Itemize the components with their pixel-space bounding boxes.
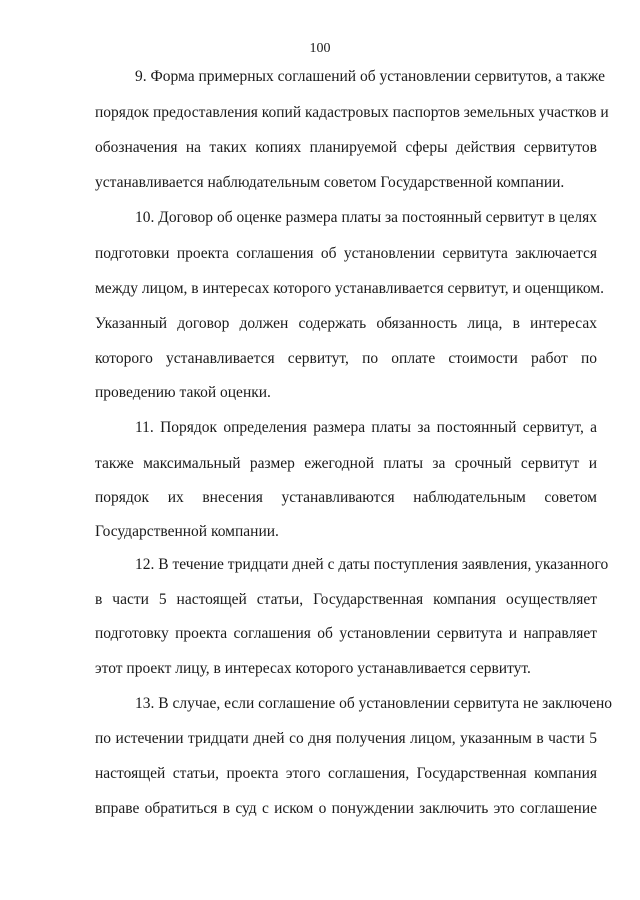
paragraph-11-line-3: порядок их внесения устанавливаются наблюдательным советом — [95, 489, 597, 506]
paragraph-9-line-4: устанавливается наблюдательным советом Государственной компании. — [95, 174, 565, 191]
paragraph-11-line-2: также максимальный размер ежегодной платы за срочный сервитут и — [95, 455, 597, 472]
paragraph-10-line-2: подготовки проекта соглашения об установлении сервитута заключается — [95, 245, 597, 262]
paragraph-12-line-4: этот проект лицу, в интересах которого устанавливается сервитут. — [95, 660, 531, 677]
paragraph-9-line-3: обозначения на таких копиях планируемой сферы действия сервитутов — [95, 139, 597, 156]
paragraph-10-line-6: проведению такой оценки. — [95, 384, 271, 401]
paragraph-10-line-1: 10. Договор об оценке размера платы за постоянный сервитут в целях — [135, 209, 597, 226]
paragraph-10-line-4: Указанный договор должен содержать обязанность лица, в интересах — [95, 315, 597, 332]
paragraph-9-line-2: порядок предоставления копий кадастровых паспортов земельных участков и — [95, 104, 609, 121]
paragraph-9-line-1: 9. Форма примерных соглашений об установлении сервитутов, а также — [135, 68, 606, 85]
paragraph-12-line-2: в части 5 настоящей статьи, Государственная компания осуществляет — [95, 591, 597, 608]
page-number: 100 — [309, 41, 331, 56]
paragraph-13-line-4: вправе обратиться в суд с иском о понуждении заключить это соглашение — [95, 800, 597, 817]
paragraph-13-line-2: по истечении тридцати дней со дня получения лицом, указанным в части 5 — [95, 730, 597, 747]
paragraph-10-line-5: которого устанавливается сервитут, по оплате стоимости работ по — [95, 350, 597, 367]
paragraph-11-line-4: Государственной компании. — [95, 523, 279, 540]
paragraph-10-line-3: между лицом, в интересах которого устанавливается сервитут, и оценщиком. — [95, 280, 604, 297]
paragraph-12-line-3: подготовку проекта соглашения об установлении сервитута и направляет — [95, 625, 597, 642]
paragraph-12-line-1: 12. В течение тридцати дней с даты поступления заявления, указанного — [135, 556, 609, 573]
paragraph-11-line-1: 11. Порядок определения размера платы за постоянный сервитут, а — [135, 419, 597, 436]
paragraph-13-line-3: настоящей статьи, проекта этого соглашения, Государственная компания — [95, 765, 597, 782]
paragraph-13-line-1: 13. В случае, если соглашение об установлении сервитута не заключено — [135, 695, 613, 712]
